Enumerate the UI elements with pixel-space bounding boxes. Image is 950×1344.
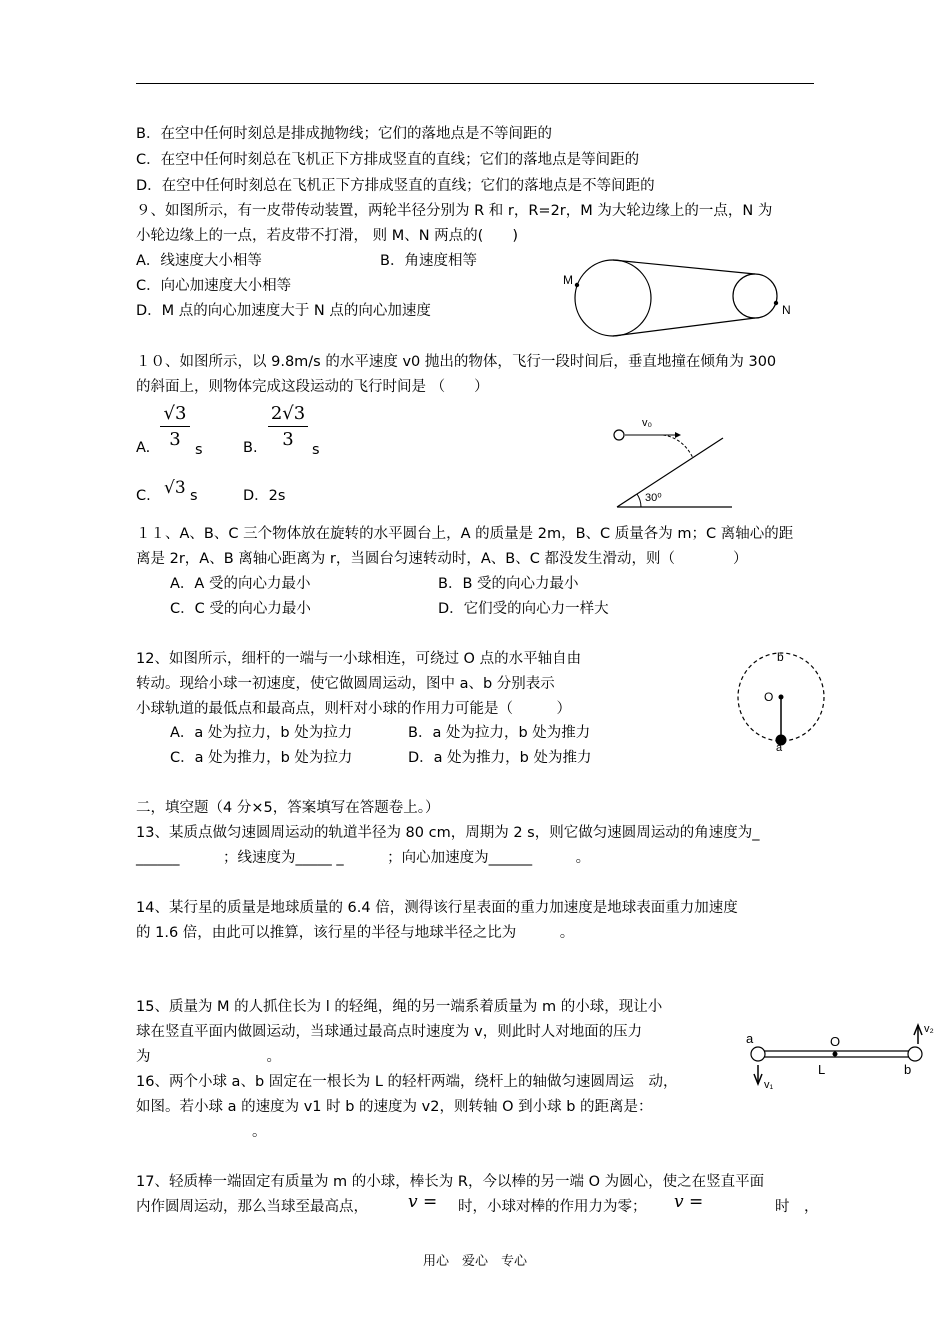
q12-option-c: C．a 处为推力，b 处为拉力 — [170, 750, 353, 766]
q10-option-c-value: √3 — [164, 478, 186, 498]
label-o: O — [830, 1034, 841, 1049]
q9-option-b: B．角速度相等 — [380, 253, 477, 269]
label-a: a — [776, 742, 783, 753]
section2-heading: 二，填空题（4 分×5，答案填写在答题卷上。） — [136, 800, 440, 816]
q9-option-c: C．向心加速度大小相等 — [136, 278, 292, 294]
q17-stem-line2c: 时 ， — [775, 1199, 819, 1215]
belt-pulley-diagram — [555, 250, 805, 350]
page-footer: 用心 爱心 专心 — [422, 1254, 527, 1269]
q11-stem-line1: １１、A、B、C 三个物体放在旋转的水平圆台上，A 的质量是 2m，B、C 质量各为 m；C 离轴心的距 — [136, 526, 794, 542]
q16-stem-line3: 。 — [136, 1124, 267, 1140]
q16-stem-line2: 如图。若小球 a 的速度为 v1 时 b 的速度为 v2，则转轴 O 到小球 b 的距离是： — [136, 1099, 653, 1115]
q8-option-c: C．在空中任何时刻总在飞机正下方排成竖直的直线；它们的落地点是等间距的 — [136, 152, 640, 168]
q10-option-c-label: C. — [136, 488, 151, 504]
two-ball-rod-diagram — [738, 1018, 938, 1094]
ball-b — [908, 1047, 922, 1061]
q17-v-equals-1: v = — [408, 1192, 438, 1212]
point-n — [774, 301, 778, 305]
q10-option-b-label: B. — [243, 440, 258, 456]
launch-ball — [614, 430, 624, 440]
q13-stem-line1: 13、某质点做匀速圆周运动的轨道半径为 80 cm，周期为 2 s，则它做匀速圆周运动的角速度为_ — [136, 825, 760, 841]
q10-option-c-unit: s — [190, 488, 198, 504]
large-pulley — [575, 260, 651, 336]
fraction-numerator: √3 — [160, 403, 190, 427]
q14-stem-line1: 14、某行星的质量是地球质量的 6.4 倍，测得该行星表面的重力加速度是地球表面重力加速度 — [136, 900, 738, 916]
q8-option-b: B．在空中任何时刻总是排成抛物线；它们的落地点是不等间距的 — [136, 126, 552, 142]
label-v2: v₂ — [924, 1023, 934, 1035]
label-a: a — [746, 1031, 754, 1046]
q15-stem-line1: 15、质量为 M 的人抓住长为 l 的轻绳，绳的另一端系着质量为 m 的小球，现让小 — [136, 999, 663, 1015]
q12-stem-line3: 小球轨道的最低点和最高点，则杆对小球的作用力可能是（ ） — [136, 701, 571, 717]
pivot-o — [779, 695, 784, 700]
q10-stem-line1: １０、如图所示，以 9.8m/s 的水平速度 v0 抛出的物体，飞行一段时间后，垂直地撞在倾角为 300 — [136, 354, 777, 370]
label-l: L — [818, 1062, 826, 1077]
q17-v-equals-2: v = — [674, 1192, 704, 1212]
angle-label: 30⁰ — [645, 492, 662, 504]
q9-option-d: D．M 点的向心加速度大于 N 点的向心加速度 — [136, 303, 431, 319]
q17-stem-line1: 17、轻质棒一端固定有质量为 m 的小球，棒长为 R，今以棒的另一端 O 为圆心，使之在竖直平面 — [136, 1174, 765, 1190]
q10-option-d: D．2s — [243, 488, 286, 504]
header-rule — [136, 83, 814, 84]
q12-option-d: D．a 处为推力，b 处为推力 — [408, 750, 592, 766]
q9-option-a: A．线速度大小相等 — [136, 253, 262, 269]
incline-line — [617, 438, 723, 507]
label-b: b — [904, 1062, 912, 1077]
q11-option-d: D．它们受的向心力一样大 — [438, 601, 609, 617]
q10-option-a-fraction — [160, 403, 190, 450]
rod-circle-diagram — [730, 645, 830, 753]
arrowhead-icon — [675, 432, 681, 438]
q12-option-b: B．a 处为拉力，b 处为推力 — [408, 725, 591, 741]
q17-stem-line2a: 内作圆周运动，那么当球至最高点， — [136, 1199, 368, 1215]
projectile-incline-diagram — [605, 408, 745, 514]
q11-option-c: C．C 受的向心力最小 — [170, 601, 311, 617]
label-m: M — [563, 273, 573, 287]
q15-stem-line2: 球在竖直平面内做圆运动，当球通过最高点时速度为 v，则此时人对地面的压力 — [136, 1024, 643, 1040]
q12-option-a: A．a 处为拉力，b 处为拉力 — [170, 725, 353, 741]
q11-stem-line2: 离是 2r，A、B 离轴心距离为 r，当圆台匀速转动时，A、B、C 都没发生滑动，则（ ） — [136, 551, 748, 567]
q10-stem-line2: 的斜面上，则物体完成这段运动的飞行时间是 （ ） — [136, 379, 489, 395]
label-b: b — [777, 650, 784, 664]
q13-stem-line2: ______ ；线速度为_____ _ ；向心加速度为______ 。 — [136, 850, 591, 866]
q17-stem-line2b: 时，小球对棒的作用力为零； — [458, 1199, 647, 1215]
q15-stem-line3: 为 。 — [136, 1049, 281, 1065]
fraction-denominator: 3 — [169, 429, 181, 450]
q9-stem-line1: ９、如图所示，有一皮带传动装置，两轮半径分别为 R 和 r，R=2r，M 为大轮边缘上的一点，N 为 — [136, 203, 773, 219]
point-m — [575, 283, 579, 287]
belt-bottom — [613, 318, 755, 336]
trajectory-dashed — [663, 435, 693, 458]
q11-option-a: A．A 受的向心力最小 — [170, 576, 311, 592]
fraction-denominator: 3 — [282, 429, 294, 450]
q16-stem-line1: 16、两个小球 a、b 固定在一根长为 L 的轻杆两端，绕杆上的轴做匀速圆周运 动， — [136, 1074, 678, 1090]
q10-option-a-unit: s — [195, 442, 203, 458]
angle-arc — [637, 494, 641, 507]
q10-option-b-fraction — [268, 403, 308, 450]
v0-label: v₀ — [642, 417, 653, 429]
q11-option-b: B．B 受的向心力最小 — [438, 576, 579, 592]
ball-a — [751, 1047, 765, 1061]
label-v1: v₁ — [764, 1079, 774, 1091]
q10-option-b-unit: s — [312, 442, 320, 458]
q10-option-a-label: A. — [136, 440, 151, 456]
label-n: N — [782, 303, 791, 317]
fraction-numerator: 2√3 — [268, 403, 308, 427]
q9-stem-line2: 小轮边缘上的一点，若皮带不打滑， 则 M、N 两点的( ) — [136, 228, 518, 244]
q12-stem-line2: 转动。现给小球一初速度，使它做圆周运动，图中 a、b 分别表示 — [136, 676, 555, 692]
q12-stem-line1: 12、如图所示，细杆的一端与一小球相连，可绕过 O 点的水平轴自由 — [136, 651, 582, 667]
q8-option-d: D．在空中任何时刻总在飞机正下方排成竖直的直线；它们的落地点是不等间距的 — [136, 178, 655, 194]
q14-stem-line2: 的 1.6 倍，由此可以推算，该行星的半径与地球半径之比为 。 — [136, 925, 575, 941]
axis-o — [833, 1052, 838, 1057]
label-o: O — [764, 690, 774, 704]
small-pulley — [733, 274, 777, 318]
